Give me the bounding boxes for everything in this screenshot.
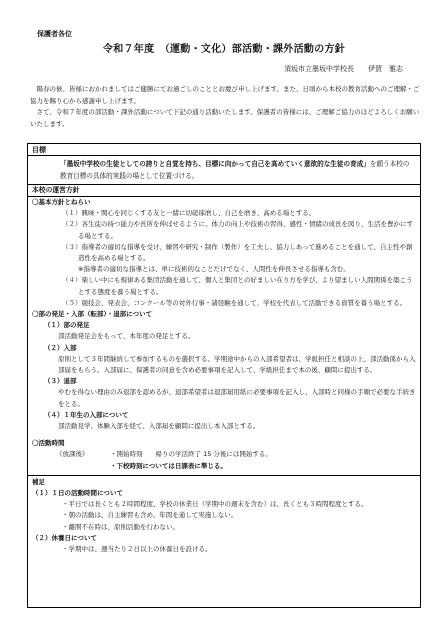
membership-label: （１）部の発足 (44, 321, 90, 330)
goal-heading: 目標 (28, 144, 420, 156)
basic-policy-heading: 〇基本方針とねらい (32, 198, 91, 206)
supplement-bullet: ・離開不在時は、原則活動を行わない。 (62, 522, 179, 531)
policy-item: （１）興味・関心を同じくする友と一緒に切磋琢磨し、自己を磨き、高める場とする。 (62, 209, 316, 218)
supplement-bullet: ・平日では長くとも２時間程度、学校の休業日（学期中の週末を含む）は、長くとも３時間程度とする。 (62, 500, 368, 509)
membership-label: （４）１年生の入部について (44, 410, 129, 419)
policy-note: ※指導者の適切な指導とは、単に技術的なことだけでなく、人間性を伸長させる指導も含む。 (78, 265, 350, 274)
activity-time-text: ・開始時刻 帰りの学活終了 15 分後には開始する。 (110, 450, 272, 459)
supplement-heading: 補足 (32, 477, 45, 486)
supplement-bullet: ・朝の活動は、自主練習も含め、年間を通して実施しない。 (62, 511, 238, 520)
activity-time-key (32, 461, 110, 472)
membership-text: 部活動発足会をもって、本年度の発足とする。 (58, 332, 195, 341)
policy-item: （５）競技会、発表会、コンクール等の対外行事・諸経験を通して、学校を代表して活動できる資質を養う場とする。 (62, 298, 407, 307)
membership-text: 原則として３年間継続して参加するものを選択する。学期途中からの入部希望者は、学級担任と相談の上、部活動係から入部届をもらう。入部届に、保護者の同意を含め必要事項を記入して、学級担任まで本の後、顧問に提出する。 (58, 354, 416, 375)
policy-item: （４）楽しい中にも規律ある集団活動を通して、個人と集団との好ましい在り方を学び、より望ましい人間関係を築こうとする態度を養う場とする。 (62, 276, 413, 296)
activity-time-row (32, 449, 416, 460)
addressee: 保護者各位 (37, 30, 72, 38)
activity-time-text: ・下校時刻については日課表に準じる。 (110, 461, 227, 470)
membership-label: （３）退部 (44, 377, 77, 386)
intro-paragraph: 陽春の候、皆様におかれましてはご健勝にてお過ごしのこととお慶び申し上げます。また、日頃から本校の教育活動へのご理解・ご協力を賜り心から感謝申し上げます。 (30, 85, 420, 105)
activity-time-key: 《放課後》 (56, 450, 89, 459)
intro-paragraph: さて、令和７年度の部活動・課外活動について下記の通り活動いたします。保護者の皆様には、ご理解ご協力のほどよろしくお願いいたします。 (30, 108, 420, 128)
supplement-bullet: ・学期中は、週当たり２日以上の休養日を設ける。 (62, 545, 212, 554)
supplement-sub-heading: （２）休養日について (32, 533, 97, 542)
document-title: 令和７年度 （運動・文化）部活動・課外活動の方針 (102, 44, 346, 55)
author: 須坂市立墨坂中学校長 伊賀 雅志 (284, 65, 403, 73)
policy-heading: 本校の運営方針 (28, 185, 420, 197)
membership-label: （２）入部 (44, 343, 77, 352)
policy-item: （３）指導者の適切な指導を受け、練習や研究・制作（製作）を工夫し、協力しあって進めることを通して、自主性や創造性を高める場とする。 (62, 242, 413, 263)
membership-heading: 〇部の発足・入部（転部）・退部について (32, 310, 153, 319)
policy-box (27, 143, 421, 608)
activity-time-heading: 〇活動時間 (32, 439, 65, 448)
activity-time-row (32, 461, 416, 472)
intro-section (30, 84, 422, 130)
supplement-section (28, 477, 420, 555)
goal-bold-text: 「墨坂中学校の生徒としての誇りと自覚を持ち、目標に向かって自己を高めていく意欲的な生徒の育成」 (60, 160, 370, 168)
policy-section (28, 197, 420, 472)
goal-body (28, 156, 420, 185)
goal-rest-text: を願う本校の教育目標の具体的実践の場として位置づける。 (60, 160, 410, 180)
supplement-sub-heading: （１）１日の活動時間について (32, 489, 123, 498)
membership-text: やむを得ない理由のみ退部を認めるが、退部希望者は退部届用紙に必要事項を記入し、入部時と同様の手順で必要な手続きをとる。 (58, 388, 416, 408)
policy-item: （２）各生徒の持つ能力や長所を伸ばせるように、体力の向上や技術の習得、感性・情緒の成長を図り、生活を豊かにする場とする。 (62, 220, 413, 240)
membership-text: 部活動見学、体験入部を経て、入部届を顧問に提出し本入部とする。 (58, 422, 260, 431)
